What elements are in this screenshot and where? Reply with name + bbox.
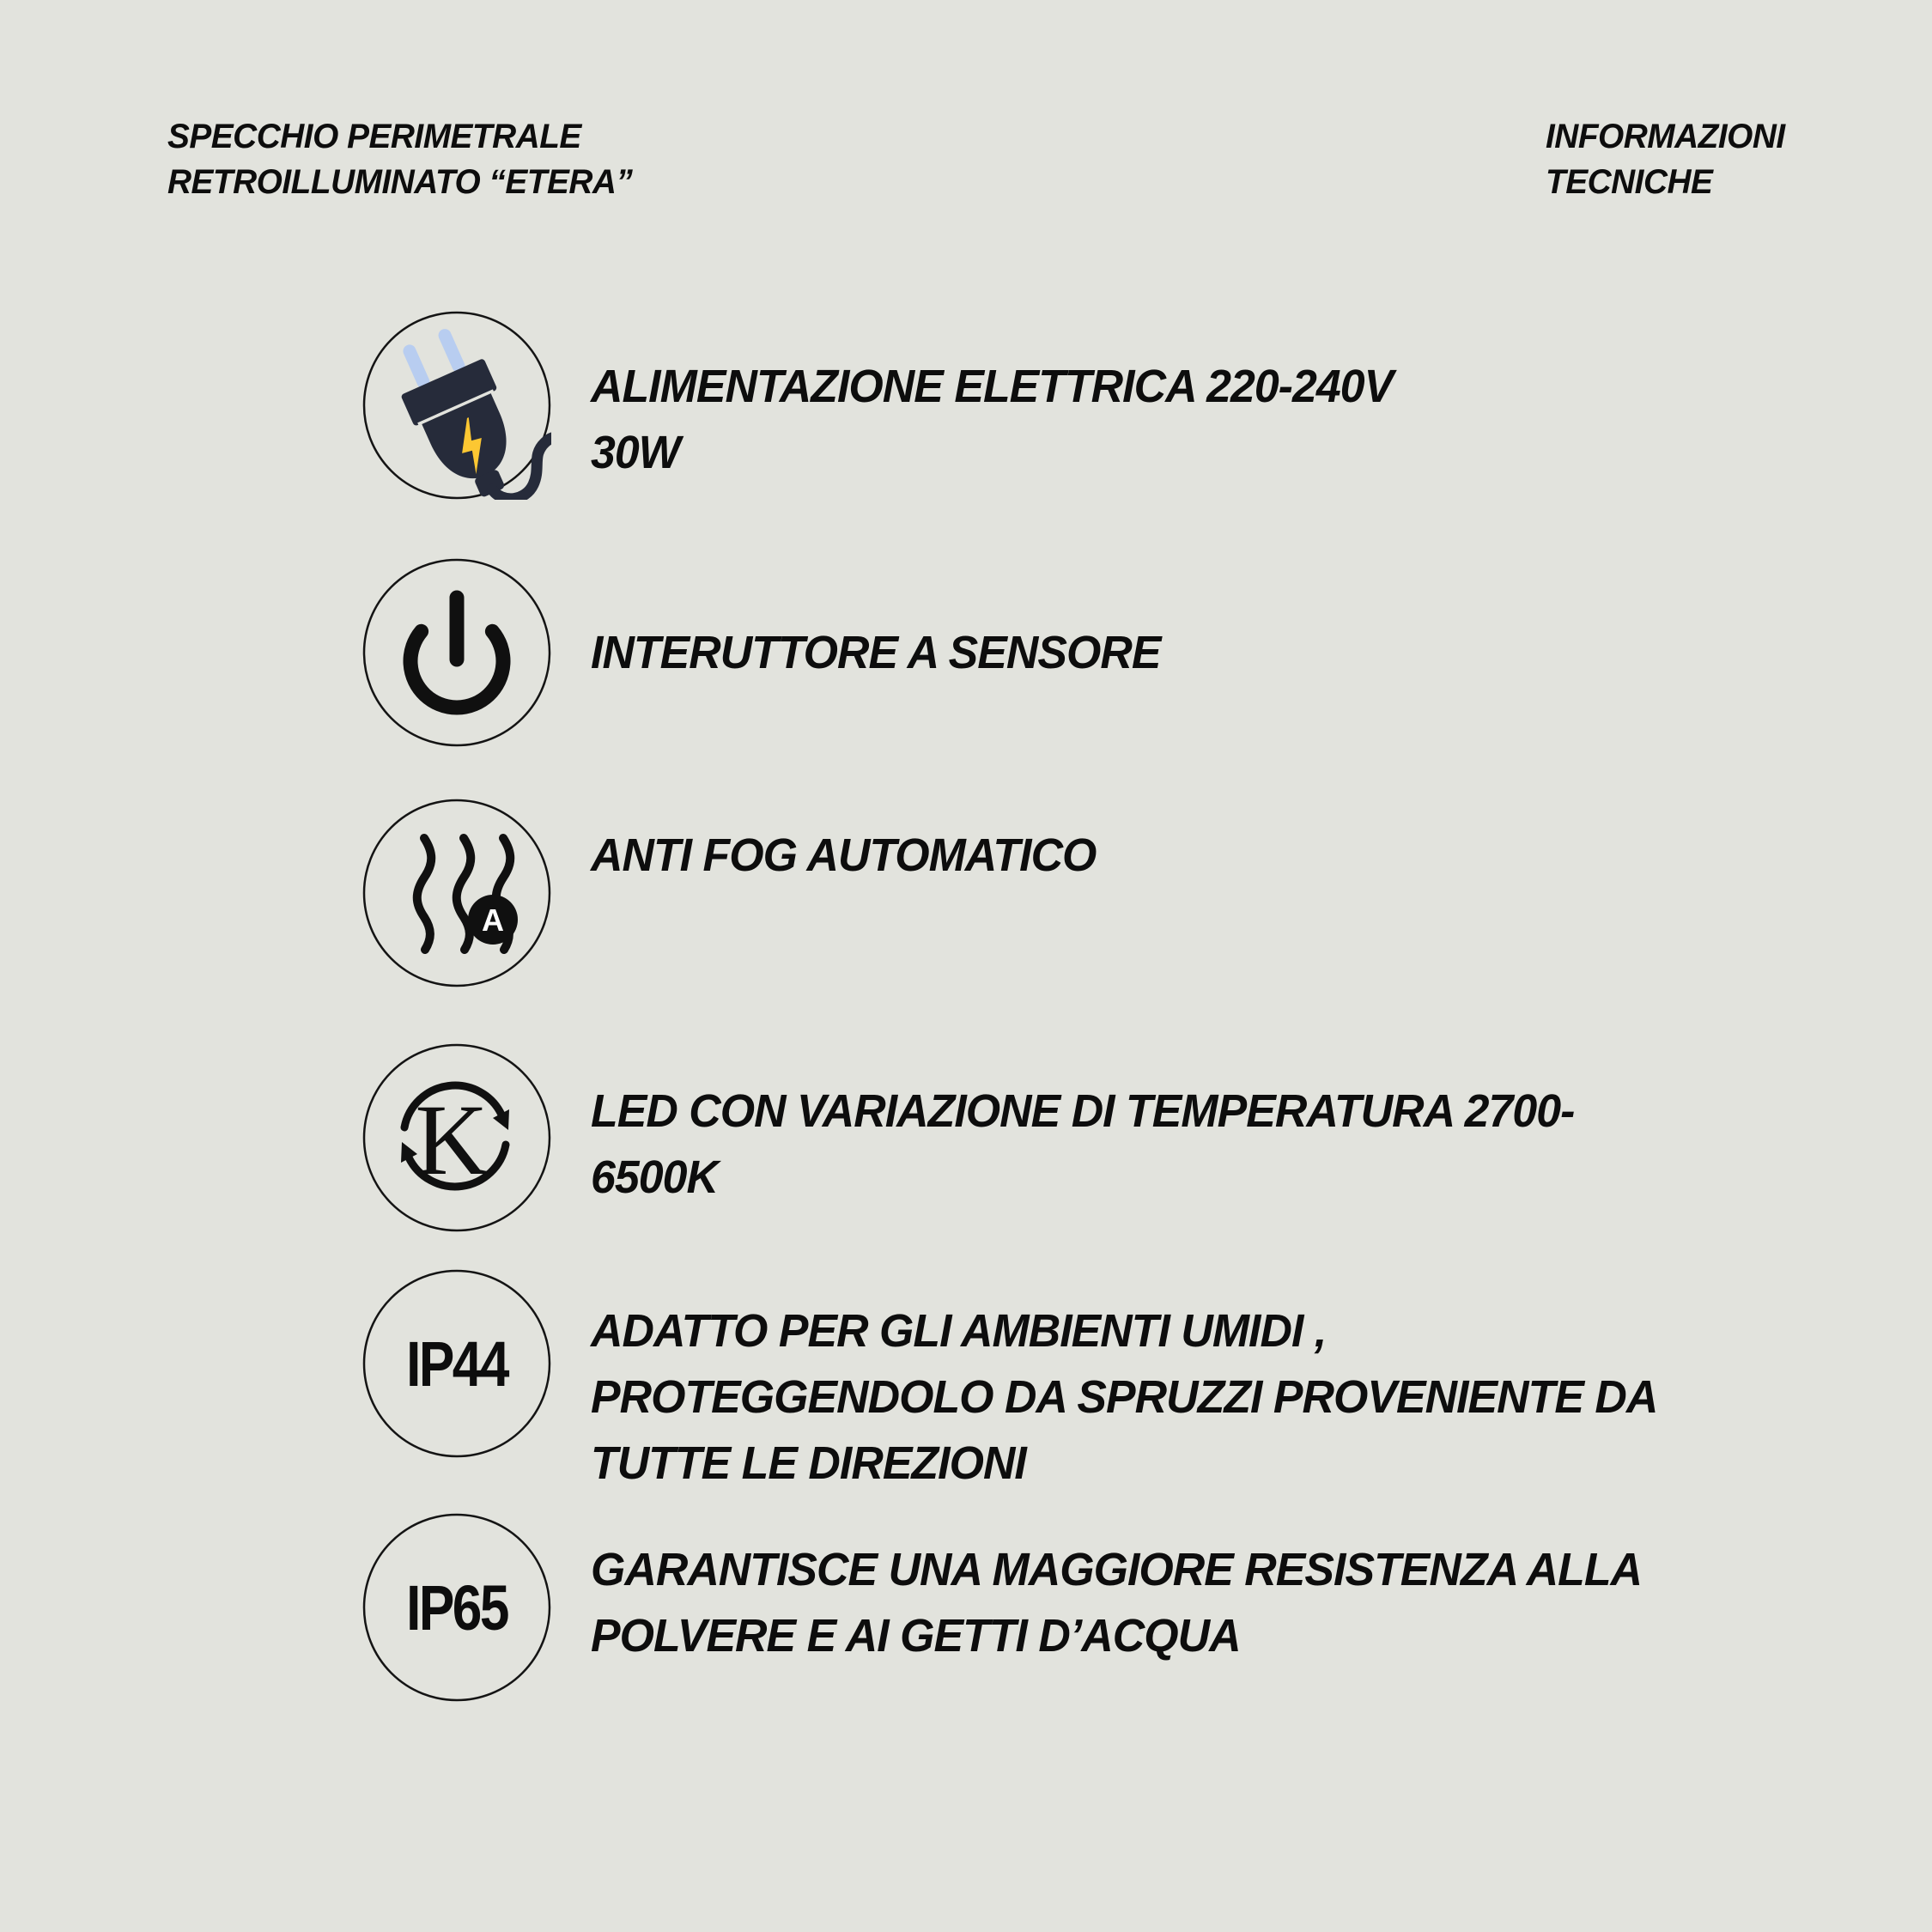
product-title [167,114,632,205]
ip65-badge [362,1513,551,1702]
anti-fog-icon [362,799,551,987]
power-button-icon [362,558,551,747]
ip44-badge [362,1269,551,1458]
feature-line: 6500K [591,1151,718,1203]
feature-text [591,1298,1657,1497]
feature-line: ALIMENTAZIONE ELETTRICA 220-240V [591,361,1394,412]
section-title [1546,114,1785,205]
feature-line: 30W [591,427,680,478]
plug-prong [436,327,467,374]
heat-wave [417,838,432,950]
feature-text [591,1537,1642,1669]
heat-wave [457,838,471,950]
feature-text [591,823,1096,889]
product-title-line: RETROILLUMINATO “ETERA” [167,163,633,201]
plug-prong [401,343,432,390]
feature-line: PROTEGGENDOLO DA SPRUZZI PROVENIENTE DA [591,1371,1658,1423]
kelvin-cycle-icon [362,1043,551,1232]
feature-line: LED CON VARIAZIONE DI TEMPERATURA 2700- [591,1085,1575,1137]
feature-line: ANTI FOG AUTOMATICO [591,829,1097,881]
feature-text [591,620,1160,686]
kelvin-letter: K [415,1084,489,1196]
feature-text [591,1078,1574,1211]
feature-line: TUTTE LE DIREZIONI [591,1437,1026,1489]
section-title-line: TECNICHE [1546,163,1713,201]
section-title-line: INFORMAZIONI [1546,118,1785,155]
auto-badge-letter: A [482,902,504,938]
feature-line: INTERUTTORE A SENSORE [591,627,1161,678]
feature-text [591,354,1393,486]
product-title-line: SPECCHIO PERIMETRALE [167,118,581,155]
feature-line: ADATTO PER GLI AMBIENTI UMIDI , [591,1305,1327,1357]
ip-rating-label: IP65 [406,1572,507,1644]
power-plug-icon [362,311,551,500]
feature-line: POLVERE E AI GETTI D’ACQUA [591,1610,1241,1662]
ip-rating-label: IP44 [406,1328,507,1400]
feature-line: GARANTISCE UNA MAGGIORE RESISTENZA ALLA [591,1544,1643,1595]
